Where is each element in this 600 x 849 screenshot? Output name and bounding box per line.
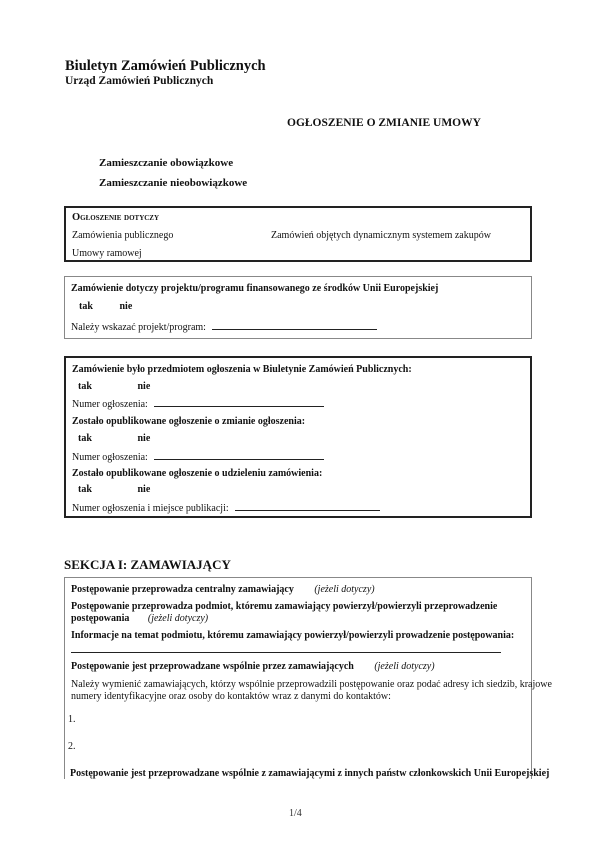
entity-info-field[interactable] <box>71 652 501 653</box>
award-notice-question: Zostało opublikowane ogłoszenie o udzieleniu zamówienia: <box>72 468 323 479</box>
joint-procurement-option[interactable]: Postępowanie jest przeprowadzane wspólnie przez zamawiających <box>71 661 354 672</box>
contracting-authority-box <box>64 577 552 779</box>
bzp-yes[interactable]: tak <box>78 381 92 392</box>
change-notice-no[interactable]: nie <box>137 433 151 444</box>
eu-funding-question: Zamówienie dotyczy projektu/programu finansowanego ze środków Unii Europejskiej <box>71 283 439 294</box>
publication-title: Biuletyn Zamówień Publicznych <box>65 58 266 74</box>
list-item: 1. <box>68 714 76 725</box>
joint-eu-option[interactable]: Postępowanie jest przeprowadzane wspólnie z zamawiającymi z innych państw członkowskich Unii Europejskiej <box>70 768 550 779</box>
bzp-no[interactable]: nie <box>137 381 151 392</box>
entity-option-line2: postępowania <box>71 613 130 624</box>
option-public-procurement[interactable]: Zamówienia publicznego <box>72 230 174 241</box>
eu-funding-box <box>64 276 532 339</box>
bzp-question: Zamówienie było przedmiotem ogłoszenia w Biuletynie Zamówień Publicznych: <box>72 364 412 375</box>
list-item: 2. <box>68 741 76 752</box>
entity-if-applicable: (jeżeli dotyczy) <box>147 613 209 624</box>
central-if-applicable: (jeżeli dotyczy) <box>314 584 375 595</box>
award-notice-number-field[interactable] <box>235 502 380 511</box>
option-mandatory-publication[interactable]: Zamieszczanie obowiązkowe <box>99 157 234 169</box>
notice-concerns-heading: Ogłoszenie dotyczy <box>72 212 160 223</box>
section-title: SEKCJA I: ZAMAWIAJĄCY <box>64 557 231 572</box>
entity-info-label: Informacje na temat podmiotu, któremu zamawiający powierzył/powierzyli prowadzenie postępowania: <box>71 630 515 641</box>
change-notice-number-label: Numer ogłoszenia: <box>72 452 148 463</box>
eu-funding-no[interactable]: nie <box>119 301 133 312</box>
change-notice-question: Zostało opublikowane ogłoszenie o zmianie ogłoszenia: <box>72 416 306 427</box>
option-framework-agreement[interactable]: Umowy ramowej <box>72 248 142 259</box>
award-notice-yes[interactable]: tak <box>78 484 92 495</box>
central-authority-option[interactable]: Postępowanie przeprowadza centralny zamawiający <box>71 584 294 595</box>
page-number: 1/4 <box>289 808 302 819</box>
entity-option-line1[interactable]: Postępowanie przeprowadza podmiot, któremu zamawiający powierzył/powierzyli przeprowadzenie <box>71 601 498 612</box>
eu-funding-yes[interactable]: tak <box>79 301 93 312</box>
joint-description-line1: Należy wymienić zamawiających, którzy wspólnie przeprowadzili postępowanie oraz podać adresy ich siedzib, krajowe <box>71 679 552 690</box>
document-title: OGŁOSZENIE O ZMIANIE UMOWY <box>287 117 481 129</box>
option-dynamic-purchasing-system[interactable]: Zamówień objętych dynamicznym systemem zakupów <box>271 230 491 241</box>
award-notice-number-label: Numer ogłoszenia i miejsce publikacji: <box>72 503 229 514</box>
project-label: Należy wskazać projekt/program: <box>71 322 206 333</box>
bzp-number-field[interactable] <box>154 398 324 407</box>
change-notice-number-field[interactable] <box>154 451 324 460</box>
publisher-name: Urząd Zamówień Publicznych <box>65 75 214 87</box>
change-notice-yes[interactable]: tak <box>78 433 92 444</box>
joint-description-line2: numery identyfikacyjne oraz osoby do kontaktów wraz z danymi do kontaktów: <box>71 691 391 702</box>
project-field[interactable] <box>212 321 377 330</box>
bzp-number-label: Numer ogłoszenia: <box>72 399 148 410</box>
option-optional-publication[interactable]: Zamieszczanie nieobowiązkowe <box>99 177 248 189</box>
joint-if-applicable: (jeżeli dotyczy) <box>374 661 435 672</box>
bzp-publication-box <box>64 356 532 518</box>
notice-concerns-box <box>64 206 532 262</box>
award-notice-no[interactable]: nie <box>137 484 151 495</box>
